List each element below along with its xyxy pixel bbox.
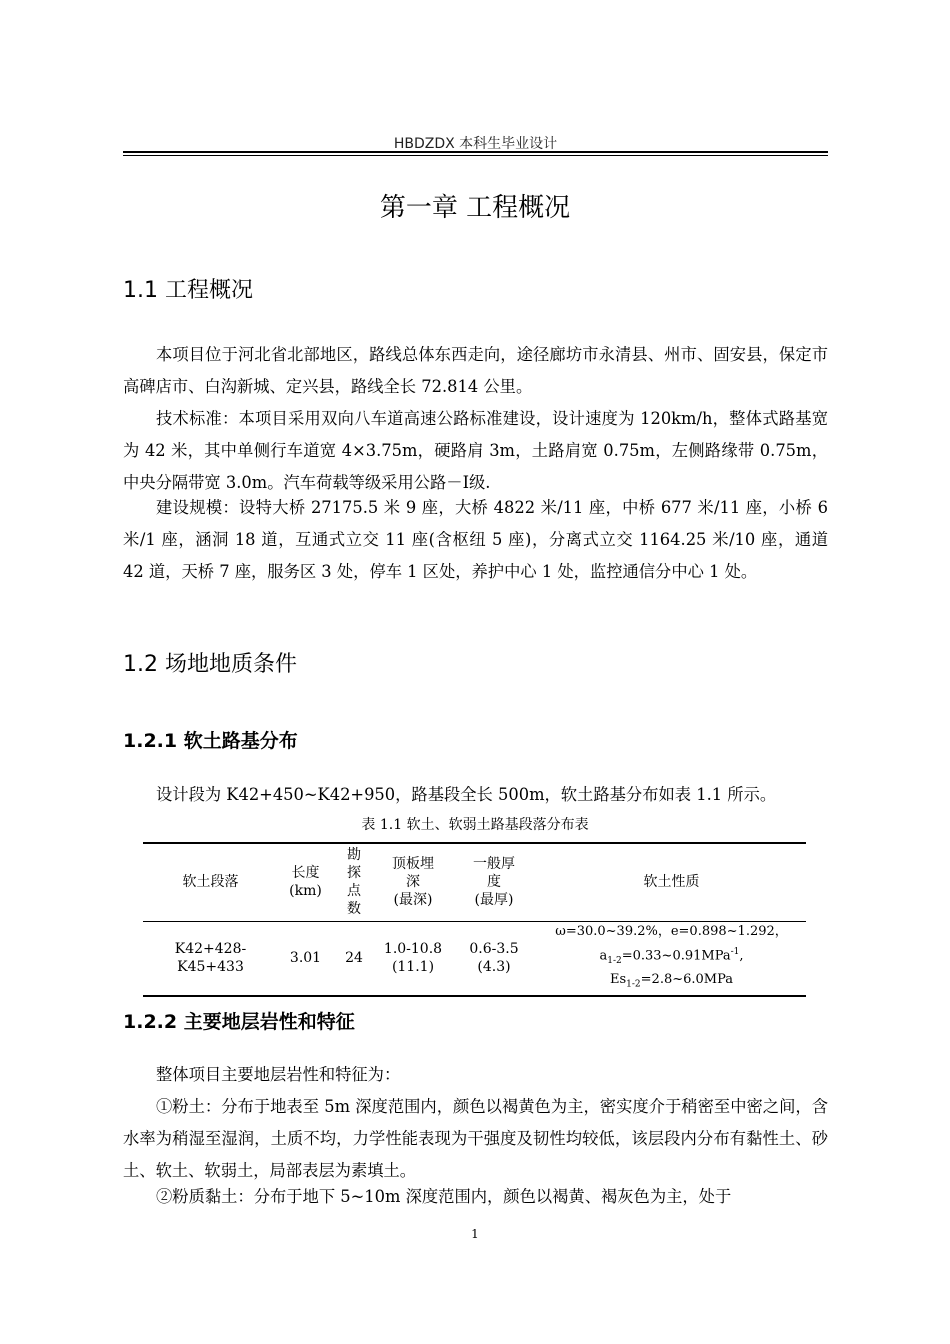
- section-1-1-heading: 1.1 工程概况: [123, 278, 253, 303]
- header-rule-thick: [123, 151, 828, 153]
- prop-es-subscript: 1-2: [626, 980, 641, 991]
- section-1-2-2-heading: 1.2.2 主要地层岩性和特征: [123, 1011, 355, 1033]
- cell-thickness: [451, 921, 537, 996]
- prop-es-value: =2.8~6.0MPa: [640, 972, 734, 988]
- header-points-char: 探: [347, 865, 361, 882]
- page-number: 1: [471, 1227, 479, 1241]
- header-length-line1: 长度: [291, 865, 320, 882]
- header-thickness-line: 度: [487, 874, 501, 891]
- cell-points: 24: [333, 921, 375, 996]
- cell-depth-line2: (11.1): [391, 959, 435, 976]
- paragraph-construction-scale: 建设规模：设特大桥 27175.5 米 9 座，大桥 4822 米/11 座，中桥 677 米/11 座，小桥 6 米/1 座，涵洞 18 道，互通式立交 11 座(含枢纽 5 座)，分离式立交 1164.25 米/10 座，通道 42 道，天桥 7 座，服务区 3 处，停车 1 区处，养护中心 1 处，监控通信分中心 1 处。: [123, 498, 828, 581]
- header-depth-line: (最深): [393, 892, 433, 909]
- header-rule-thin: [123, 155, 828, 156]
- header-depth-line: 深: [406, 874, 420, 891]
- header-points-char: 数: [347, 901, 361, 918]
- cell-segment-line1: K42+428-: [174, 941, 247, 958]
- header-length-line2: (km): [289, 883, 322, 900]
- cell-thickness-line2: (4.3): [477, 959, 511, 976]
- paragraph-silt: ①粉土：分布于地表至 5m 深度范围内，颜色以褐黄色为主，密实度介于稍密至中密之间，含水率为稍湿至湿润，土质不均，力学性能表现为干强度及韧性均较低，该层段内分布有黏性土、砂土、软土、软弱土，局部表层为素填土。: [123, 1097, 828, 1180]
- prop-a-subscript: 1-2: [607, 955, 622, 966]
- paragraph-technical-standard: 技术标准：本项目采用双向八车道高速公路标准建设，设计速度为 120km/h，整体式路基宽为 42 米，其中单侧行车道宽 4×3.75m，硬路肩 3m，土路肩宽 0.75m，左侧路缘带 0.75m，中央分隔带宽 3.0m。汽车荷载等级采用公路－Ⅰ级.: [123, 409, 828, 492]
- table-header-row: [143, 843, 806, 921]
- cell-segment-line2: K45+433: [177, 959, 244, 976]
- section-1-2-heading: 1.2 场地地质条件: [123, 652, 297, 677]
- paragraph-location: 本项目位于河北省北部地区，路线总体东西走向，途径廊坊市永清县、州市、固安县，保定市高碑店市、白沟新城、定兴县，路线全长 72.814 公里。: [123, 345, 828, 396]
- header-depth: [375, 843, 451, 921]
- paragraph-design-segment: 设计段为 K42+450~K42+950，路基段全长 500m，软土路基分布如表 1.1 所示。: [156, 785, 777, 804]
- table-caption: 表 1.1 软土、软弱土路基段落分布表: [361, 817, 589, 833]
- header-length: [278, 843, 333, 921]
- prop-a-value: =0.33~0.91MPa: [621, 947, 731, 963]
- page-header: HBDZDX 本科生毕业设计: [393, 136, 558, 152]
- header-thickness-line: (最厚): [474, 892, 514, 909]
- cell-thickness-line1: 0.6-3.5: [469, 941, 519, 958]
- header-properties: 软土性质: [537, 843, 806, 921]
- prop-a-superscript: -1: [730, 946, 740, 957]
- cell-properties: [537, 921, 806, 996]
- header-points: [333, 843, 375, 921]
- table-row: [143, 921, 806, 996]
- chapter-title: 第一章 工程概况: [379, 193, 571, 223]
- header-thickness-line: 一般厚: [473, 856, 515, 873]
- prop-a-label: a: [599, 947, 608, 963]
- header-points-char: 勘: [347, 847, 361, 864]
- cell-segment: [143, 921, 278, 996]
- prop-a-end: ,: [739, 947, 744, 963]
- cell-length: 3.01: [278, 921, 333, 996]
- section-1-2-1-heading: 1.2.1 软土路基分布: [123, 730, 298, 752]
- header-segment: 软土段落: [143, 843, 278, 921]
- header-thickness: [451, 843, 537, 921]
- prop-line1: ω=30.0~39.2%，e=0.898~1.292，: [555, 923, 788, 939]
- paragraph-silty-clay: ②粉质黏土：分布于地下 5~10m 深度范围内，颜色以褐黄、褐灰色为主，处于: [156, 1187, 732, 1206]
- cell-depth-line1: 1.0-10.8: [383, 941, 443, 958]
- header-points-char: 点: [347, 883, 361, 900]
- prop-es-label: Es: [609, 972, 627, 988]
- cell-depth: [375, 921, 451, 996]
- header-depth-line: 顶板埋: [392, 856, 434, 873]
- soft-soil-table: [143, 842, 806, 997]
- paragraph-strata-intro: 整体项目主要地层岩性和特征为：: [156, 1065, 401, 1084]
